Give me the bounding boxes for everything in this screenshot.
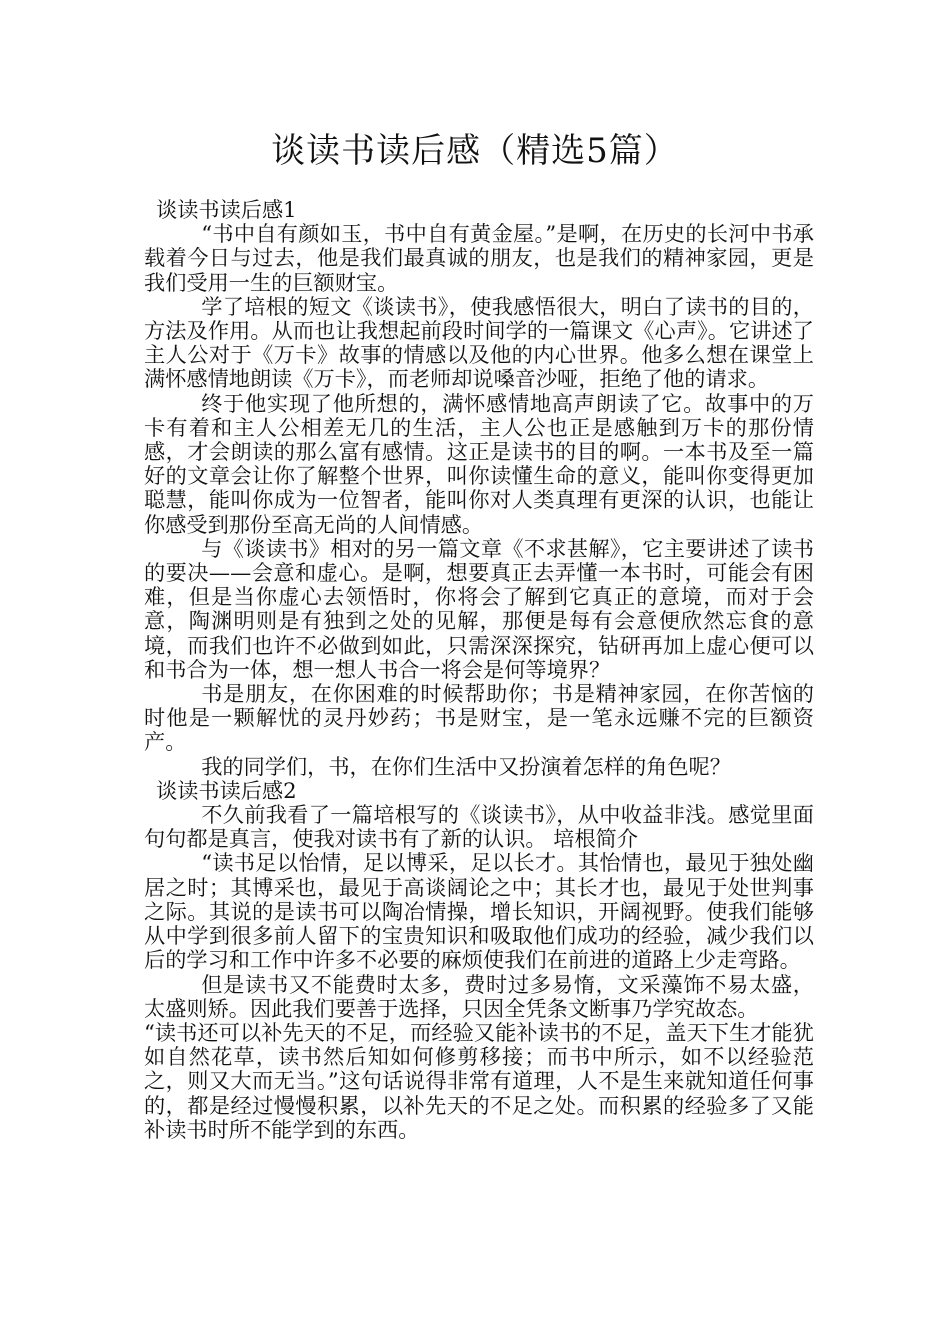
section-1-paragraph-1: “书中自有颜如玉，书中自有黄金屋。”是啊，在历史的长河中书承载着今日与过去，他是我们最真诚的朋友，也是我们的精神家园，更是我们受用一生的巨额财宝。	[144, 221, 814, 295]
section-2-heading: 谈读书读后感2	[156, 777, 297, 803]
document-title: 谈读书读后感（精选5篇）	[271, 131, 679, 171]
section-2-closing-paragraph: “读书还可以补先天的不足，而经验又能补读书的不足，盖天下生才能犹如自然花草，读书然后知如何修剪移接；而书中所示，如不以经验范之，则又大而无当。”这句话说得非常有道理，人不是生来就知道任何事的，都是经过慢慢积累，以补先天的不足之处。而积累的经验多了又能补读书时所不能学到的东西。	[144, 1019, 814, 1142]
section-1-paragraph-2: 学了培根的短文《谈读书》，使我感悟很大，明白了读书的目的，方法及作用。从而也让我想起前段时间学的一篇课文《心声》。它讲述了主人公对于《万卡》故事的情感以及他的内心世界。他多么想在课堂上满怀感情地朗读《万卡》，而老师却说嗓音沙哑，拒绝了他的请求。	[144, 293, 814, 392]
section-2-paragraph-2: “读书足以怡情，足以博采，足以长才。其怡情也，最见于独处幽居之时；其博采也，最见于高谈阔论之中；其长才也，最见于处世判事之际。其说的是读书可以陶冶情操，增长知识，开阔视野。使我们能够从中学到很多前人留下的宝贵知识和吸取他们成功的经验，减少我们以后的学习和工作中许多不必要的麻烦使我们在前进的道路上少走弯路。	[144, 850, 814, 973]
section-1-paragraph-3: 终于他实现了他所想的，满怀感情地高声朗读了它。故事中的万卡有着和主人公相差无几的生活，主人公也正是感触到万卡的那份情感，才会朗读的那么富有感情。这正是读书的目的啊。一本书及至一篇好的文章会让你了解整个世界，叫你读懂生命的意义，能叫你变得更加聪慧，能叫你成为一位智者，能叫你对人类真理有更深的认识，也能让你感受到那份至高无尚的人间情感。	[144, 390, 814, 537]
document-body	[144, 198, 814, 1142]
section-2-paragraph-1: 不久前我看了一篇培根写的《谈读书》，从中收益非浅。感觉里面句句都是真言，使我对读书有了新的认识。 培根简介	[144, 802, 814, 852]
section-1-paragraph-4: 与《谈读书》相对的另一篇文章《不求甚解》，它主要讲述了读书的要决——会意和虚心。是啊，想要真正去弄懂一本书时，可能会有困难，但是当你虚心去领悟时，你将会了解到它真正的意境，而对于会意，陶渊明则是有独到之处的见解，那便是每有会意便欣然忘食的意境，而我们也许不必做到如此，只需深深探究，钻研再加上虚心便可以和书合为一体，想一想人书合一将会是何等境界？	[144, 535, 814, 682]
section-2-paragraph-3: 但是读书又不能费时太多，费时过多易惰，文采藻饰不易太盛，太盛则矫。因此我们要善于选择，只因全凭条文断事乃学究故态。	[144, 971, 814, 1021]
section-1-paragraph-5: 书是朋友，在你困难的时候帮助你；书是精神家园，在你苦恼的时他是一颗解忧的灵丹妙药；书是财宝，是一笔永远赚不完的巨额资产。	[144, 681, 814, 755]
section-1-paragraph-6: 我的同学们，书，在你们生活中又扮演着怎样的角色呢？	[201, 753, 731, 779]
section-1-heading: 谈读书读后感1	[156, 197, 297, 222]
